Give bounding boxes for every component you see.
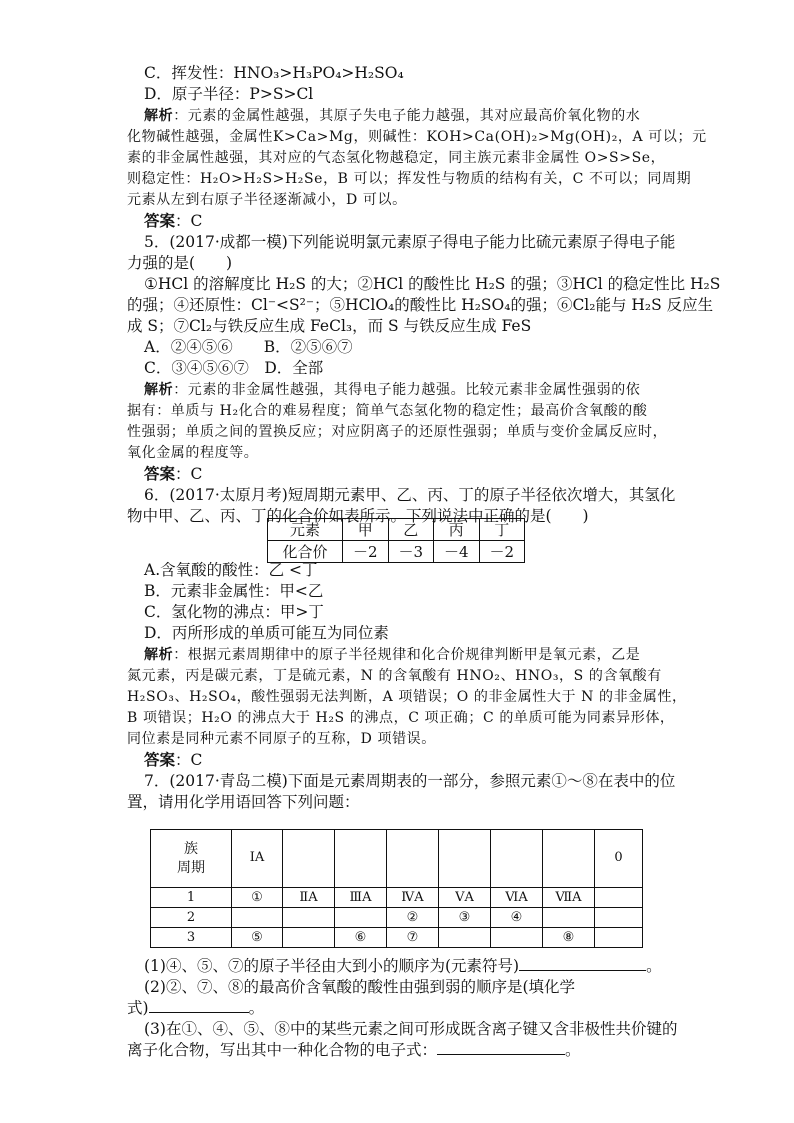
analysis-line: 氮元素，丙是碳元素，丁是硫元素，N 的含氧酸有 HNO₂、HNO₃，S 的含氧酸有: [127, 668, 662, 684]
table-row: [268, 519, 525, 541]
answer-line: [144, 464, 202, 484]
table-cell: ⑤: [232, 928, 283, 948]
table-cell: ⅦA: [543, 888, 595, 908]
analysis-line: [144, 380, 640, 400]
question-5-statements: 成 S；⑦Cl₂与铁反应生成 FeCl₃，而 S 与铁反应生成 FeS: [127, 317, 532, 335]
table-cell: ⅤA: [439, 888, 491, 908]
table-cell: ⅠA: [232, 830, 283, 888]
question-6-option-c: C．氢化物的沸点：甲>丁: [144, 603, 324, 621]
question-7-stem: 置，请用化学用语回答下列问题：: [127, 793, 360, 811]
analysis-label: 解析: [144, 382, 174, 398]
analysis-line: H₂SO₃、H₂SO₄，酸性强弱无法判断，A 项错误；O 的非金属性大于 N 的非金属性，: [127, 689, 687, 705]
table-cell: 化合价: [268, 541, 343, 563]
table-cell: －4: [434, 541, 480, 563]
table-row: [151, 830, 643, 888]
table-cell: ⅡA: [283, 888, 335, 908]
sub-question-text: 离子化合物，写出其中一种化合物的电子式：: [127, 1041, 438, 1059]
table-cell: 1: [151, 888, 232, 908]
table-cell: [543, 908, 595, 928]
analysis-line: 同位素是同种元素不同原子的互称，D 项错误。: [127, 731, 436, 747]
sub-question-3: (3)在①、④、⑤、⑧中的某些元素之间可形成既含离子键又含非极性共价键的: [144, 1020, 678, 1038]
answer-label: 答案: [144, 750, 176, 769]
table-cell: －3: [388, 541, 434, 563]
answer-blank[interactable]: [519, 956, 646, 971]
question-7-stem: 7．(2017·青岛二模)下面是元素周期表的一部分，参照元素①～⑧在表中的位: [144, 772, 676, 790]
table-cell: ③: [439, 908, 491, 928]
table-cell: ④: [491, 908, 543, 928]
corner-group-label: 族: [184, 840, 198, 857]
table-cell: [491, 928, 543, 948]
analysis-text: ：根据元素周期律中的原子半径规律和化合价规律判断甲是氧元素，乙是: [173, 647, 641, 663]
analysis-line: B 项错误；H₂O 的沸点大于 H₂S 的沸点，C 项正确；C 的单质可能为同素异形体，: [127, 710, 675, 726]
analysis-text: ：元素的金属性越强，其原子失电子能力越强，其对应最高价氧化物的水: [173, 108, 641, 124]
answer-value: ：C: [175, 212, 203, 230]
table-cell: 丙: [434, 519, 480, 541]
question-6-stem: 6．(2017·太原月考)短周期元素甲、乙、丙、丁的原子半径依次增大，其氢化: [144, 486, 676, 504]
table-row: [151, 928, 643, 948]
analysis-line: [144, 645, 640, 665]
table-row: [151, 888, 643, 908]
question-6-option-a: A.含氧酸的酸性：乙 <丁: [144, 561, 318, 579]
corner-period-label: 周期: [177, 859, 205, 876]
question-6-stem: 物中甲、乙、丙、丁的化合价如表所示。下列说法中正确的是( ): [127, 507, 589, 525]
table-cell: 甲: [343, 519, 389, 541]
table-cell: [595, 928, 643, 948]
option-d-radius: D．原子半径：P>S>Cl: [144, 85, 314, 103]
sub-question-2-cont: [127, 998, 264, 1018]
table-cell: [439, 830, 491, 888]
table-cell: [491, 830, 543, 888]
table-cell: ⅥA: [491, 888, 543, 908]
analysis-line: 元素从左到右原子半径逐渐减小，D 可以。: [127, 192, 407, 208]
table-cell: 乙: [388, 519, 434, 541]
table-cell: [439, 928, 491, 948]
answer-value: ：C: [175, 751, 203, 769]
answer-label: 答案: [144, 211, 176, 230]
answer-blank[interactable]: [149, 998, 249, 1013]
valence-table: [267, 518, 525, 563]
table-cell: [543, 830, 595, 888]
sub-question-text: 式): [127, 999, 149, 1017]
table-cell: －2: [343, 541, 389, 563]
analysis-line: 化物碱性越强，金属性K>Ca>Mg，则碱性：KOH>Ca(OH)₂>Mg(OH)₂，A 可以；元: [127, 129, 707, 145]
table-cell: ①: [232, 888, 283, 908]
answer-line: [144, 211, 202, 231]
question-5-statements: ①HCl 的溶解度比 H₂S 的大；②HCl 的酸性比 H₂S 的强；③HCl 的稳定性比 H₂S: [144, 275, 721, 293]
analysis-text: ：元素的非金属性越强，其得电子能力越强。比较元素非金属性强弱的依: [173, 382, 641, 398]
analysis-line: 素的非金属性越强，其对应的气态氢化物越稳定，同主族元素非金属性 O>S>Se，: [127, 150, 666, 166]
table-cell: ⅣA: [387, 888, 439, 908]
table-cell: [595, 908, 643, 928]
sub-question-end: 。: [646, 957, 662, 975]
periodic-table: [150, 829, 643, 948]
table-cell: [283, 908, 335, 928]
question-5-options-ab: A．②④⑤⑥ B．②⑤⑥⑦: [144, 338, 353, 356]
table-cell: ⅢA: [335, 888, 387, 908]
table-cell: [595, 888, 643, 908]
answer-line: [144, 750, 202, 770]
analysis-line: 性强弱；单质之间的置换反应；对应阴离子的还原性强弱；单质与变价金属反应时，: [127, 424, 668, 440]
table-cell: ⑥: [335, 928, 387, 948]
sub-question-2: (2)②、⑦、⑧的最高价含氧酸的酸性由强到弱的顺序是(填化学: [144, 978, 576, 996]
table-cell: [387, 830, 439, 888]
analysis-line: 据有：单质与 H₂化合的难易程度；简单气态氢化物的稳定性；最高价含氧酸的酸: [127, 403, 648, 419]
table-cell: ⑦: [387, 928, 439, 948]
analysis-line: 氧化金属的程度等。: [127, 445, 259, 461]
table-cell: ②: [387, 908, 439, 928]
question-5-options-cd: C．③④⑤⑥⑦ D．全部: [144, 359, 324, 377]
table-cell: 2: [151, 908, 232, 928]
analysis-line: 则稳定性：H₂O>H₂S>H₂Se，B 可以；挥发性与物质的结构有关，C 不可以；同周期: [127, 171, 692, 187]
sub-question-end: 。: [565, 1041, 581, 1059]
option-c-volatility: C．挥发性：HNO₃>H₃PO₄>H₂SO₄: [144, 64, 404, 82]
table-cell: 3: [151, 928, 232, 948]
analysis-label: 解析: [144, 647, 174, 663]
question-5-stem: 5．(2017·成都一模)下列能说明氯元素原子得电子能力比硫元素原子得电子能: [144, 233, 676, 251]
answer-label: 答案: [144, 464, 176, 483]
answer-value: ：C: [175, 465, 203, 483]
sub-question-1: [144, 956, 662, 976]
table-cell: [283, 928, 335, 948]
table-cell: [335, 908, 387, 928]
table-cell: [232, 908, 283, 928]
table-cell: [335, 830, 387, 888]
answer-blank[interactable]: [437, 1040, 565, 1055]
sub-question-end: 。: [248, 999, 265, 1017]
analysis-label: 解析: [144, 108, 174, 124]
analysis-line: [144, 106, 640, 126]
question-5-stem: 力强的是( ): [127, 254, 233, 272]
table-cell: 0: [595, 830, 643, 888]
table-cell: 元素: [268, 519, 343, 541]
table-cell: [283, 830, 335, 888]
sub-question-3-cont: [127, 1040, 581, 1060]
table-row: [151, 908, 643, 928]
table-corner-cell: [151, 830, 232, 888]
table-cell: ⑧: [543, 928, 595, 948]
question-6-option-b: B．元素非金属性：甲<乙: [144, 582, 324, 600]
question-5-statements: 的强；④还原性：Cl⁻<S²⁻；⑤HClO₄的酸性比 H₂SO₄的强；⑥Cl₂能与 H₂S 反应生: [127, 296, 714, 314]
table-cell: －2: [479, 541, 525, 563]
question-6-option-d: D．丙所形成的单质可能互为同位素: [144, 624, 389, 642]
sub-question-text: (1)④、⑤、⑦的原子半径由大到小的顺序为(元素符号): [144, 957, 520, 975]
table-cell: 丁: [479, 519, 525, 541]
